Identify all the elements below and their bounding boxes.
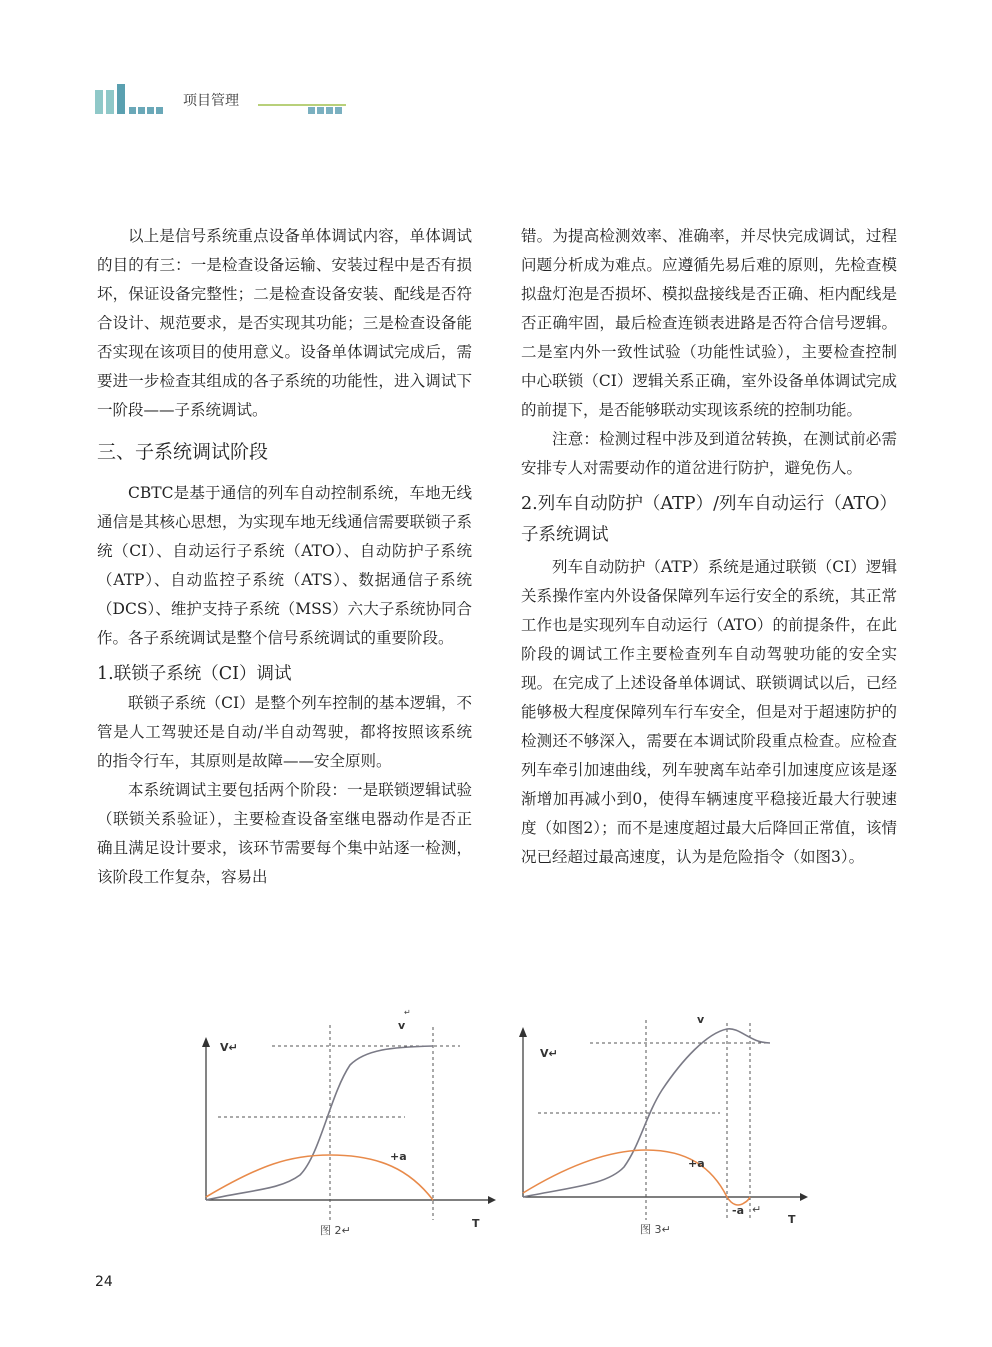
figure-2 (190, 1005, 500, 1245)
paragraph: 本系统调试主要包括两个阶段：一是联锁逻辑试验（联锁关系验证），主要检查设备室继电器动作是否正确且满足设计要求，该环节需要每个集中站逐一检测，该阶段工作复杂，容易出 (97, 781, 472, 886)
logo-square-3 (147, 107, 154, 114)
paragraph: 错。为提高检测效率、准确率，并尽快完成调试，过程问题分析成为难点。应遵循先易后难的原则，先检查模拟盘灯泡是否损坏、模拟盘接线是否正确、柜内配线是否正确牢固，最后检查连锁表进路是否符合信号逻辑。二是室内外一致性试验（功能性试验），主要检查控制中心联锁（CI）逻辑关系正确，室外设备单体调试完成的前提下，是否能够联动实现该系统的控制功能。 (521, 227, 897, 419)
paragraph: CBTC是基于通信的列车自动控制系统，车地无线通信是其核心思想，为实现车地无线通信需要联锁子系统（CI）、自动运行子系统（ATO）、自动防护子系统（ATP）、自动监控子系统（ATS）、数据通信子系统（DCS）、维护支持子系统（MSS）六大子系统协同合作。各子系统调试是整个信号系统调试的重要阶段。 (97, 484, 472, 647)
paragraph: 联锁子系统（CI）是整个列车控制的基本逻辑，不管是人工驾驶还是自动/半自动驾驶，都将按照该系统的指令行车，其原则是故障——安全原则。 (97, 694, 472, 770)
right-column (521, 222, 897, 872)
velocity-curve (206, 1046, 433, 1200)
section-heading: 三、子系统调试阶段 (97, 441, 269, 463)
neg-a-label: -a (732, 1204, 744, 1217)
header-divider (258, 104, 346, 106)
y-axis-label: V↵ (540, 1047, 558, 1060)
figure-caption: 图 3↵ (640, 1223, 671, 1236)
logo-square-4 (156, 107, 163, 114)
logo-bar-2 (106, 90, 114, 114)
logo-bar-1 (95, 90, 103, 114)
header-square-4 (335, 107, 342, 114)
figure-3 (512, 1005, 822, 1245)
corner-mark: ↵ (752, 1203, 762, 1216)
subsection-heading: 1.联锁子系统（CI）调试 (97, 664, 292, 684)
a-curve-label: +a (688, 1157, 705, 1170)
y-axis-label: V↵ (220, 1041, 238, 1054)
x-axis-arrow (800, 1193, 808, 1201)
left-column (97, 222, 472, 892)
y-axis-arrow (202, 1037, 210, 1047)
x-axis-label: T (788, 1213, 796, 1226)
logo-square-1 (129, 107, 136, 114)
a-curve-label: +a (390, 1150, 407, 1163)
header-square-1 (308, 107, 315, 114)
paragraph: 列车自动防护（ATP）系统是通过联锁（CI）逻辑关系操作室内外设备保障列车运行安全的系统，其正常工作也是实现列车自动运行（ATO）的前提条件，在此阶段的调试工作主要检查列车自动驾驶功能的安全实现。在完成了上述设备单体调试、联锁调试以后，已经能够极大程度保障列车行车安全，但是对于超速防护的检测还不够深入，需要在本调试阶段重点检查。应检查列车牵引加速曲线，列车驶离车站牵引加速度应该是逐渐增加再减小到0，使得车辆速度平稳接近最大行驶速度（如图2）；而不是速度超过最大后降回正常值，该情况已经超过最高速度，认为是危险指令（如图3）。 (521, 558, 897, 866)
page-number: 24 (95, 1274, 113, 1290)
paragraph: 以上是信号系统重点设备单体调试内容，单体调试的目的有三：一是检查设备运输、安装过程中是否有损坏，保证设备完整性；二是检查设备安装、配线是否符合设计、规范要求，是否实现其功能；三是检查设备能否实现在该项目的使用意义。设备单体调试完成后，需要进一步检查其组成的各子系统的功能性，进入调试下一阶段——子系统调试。 (97, 227, 472, 419)
v-curve-label: v (697, 1013, 705, 1026)
corner-mark: ↵ (404, 1008, 411, 1017)
header-square-3 (326, 107, 333, 114)
logo-square-2 (138, 107, 145, 114)
v-curve-label: v (398, 1019, 406, 1032)
header-square-2 (317, 107, 324, 114)
figure-caption: 图 2↵ (320, 1224, 351, 1237)
paragraph: 注意：检测过程中涉及到道岔转换，在测试前必需安排专人对需要动作的道岔进行防护，避免伤人。 (521, 430, 897, 477)
x-axis-label: T (472, 1217, 480, 1230)
logo-bar-3 (117, 84, 125, 114)
y-axis-arrow (519, 1027, 527, 1037)
subsection-heading: 2.列车自动防护（ATP）/列车自动运行（ATO）子系统调试 (521, 494, 897, 545)
x-axis-arrow (488, 1196, 496, 1204)
section-title: 项目管理 (183, 93, 239, 109)
page-header (95, 84, 355, 114)
